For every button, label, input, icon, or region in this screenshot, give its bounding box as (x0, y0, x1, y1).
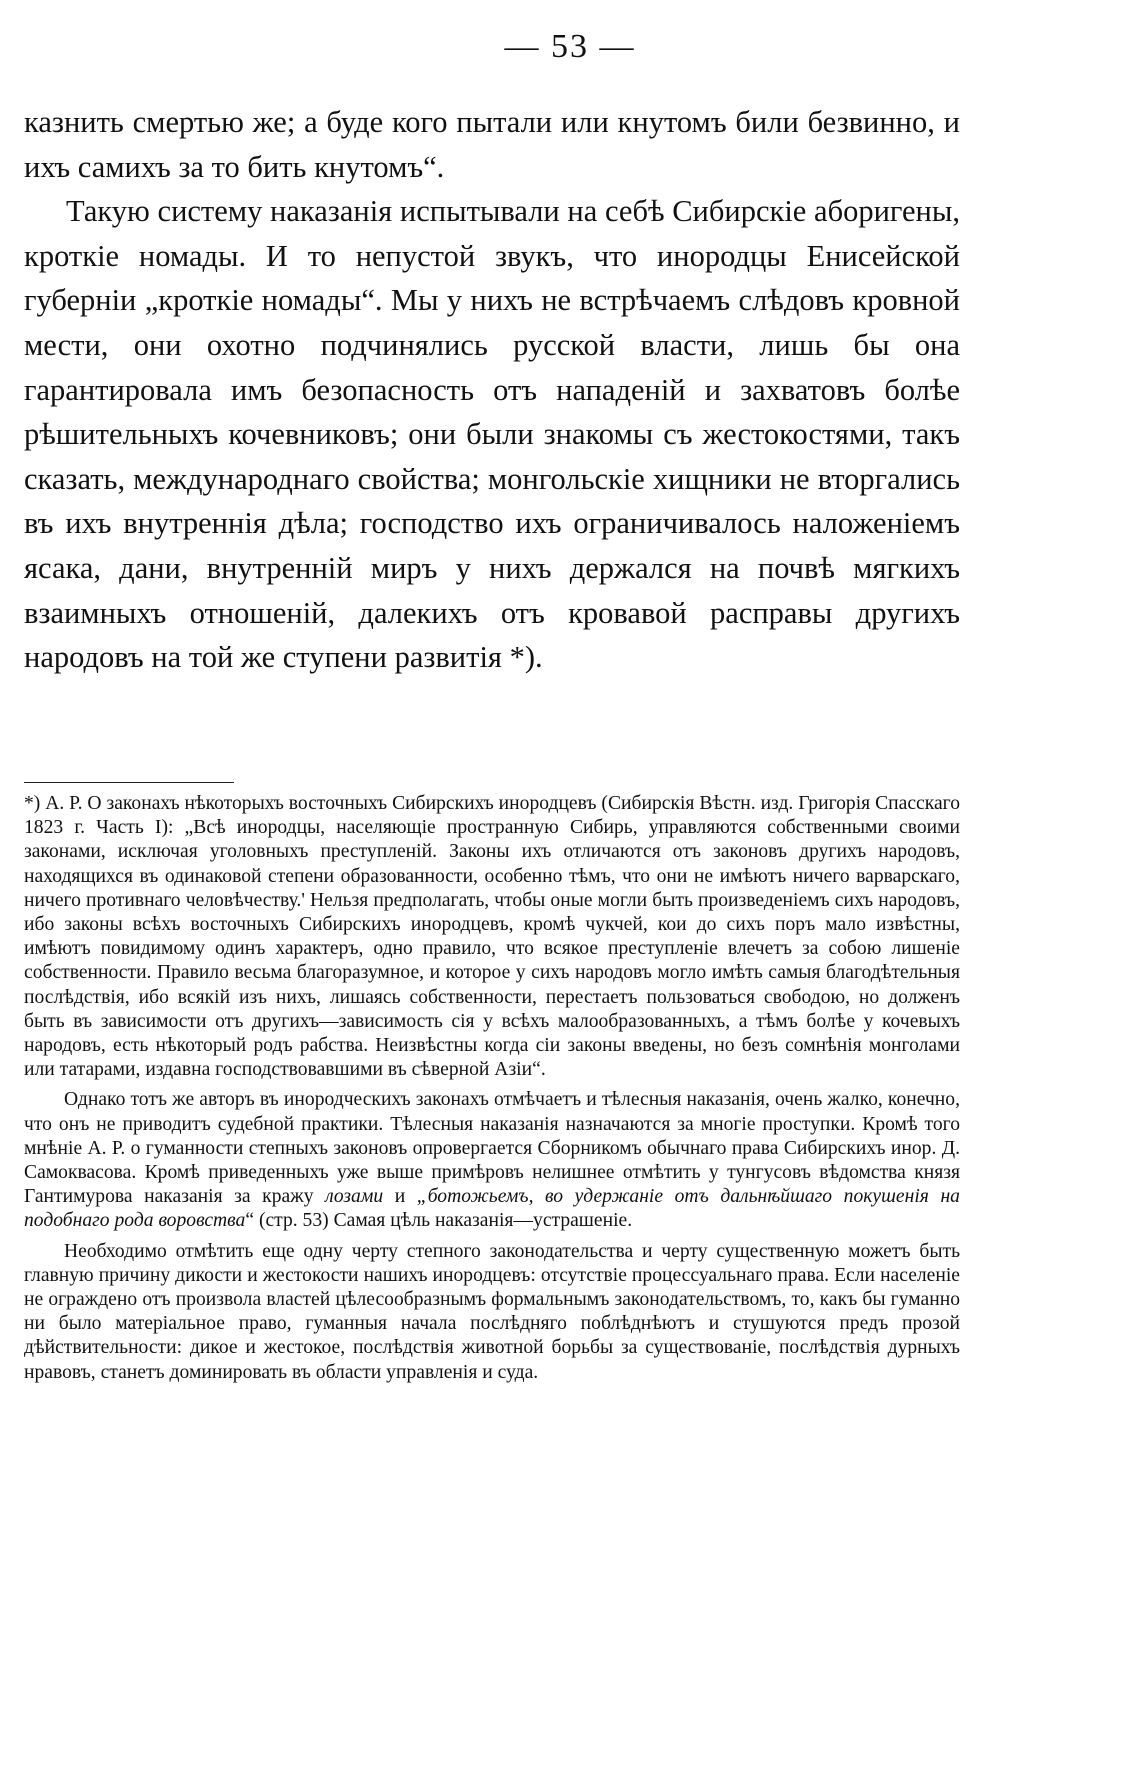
footnotes (24, 792, 960, 1391)
footnote-2-text-end: “ (стр. 53) Самая цѣль наказанія—устрашеніе. (245, 1210, 633, 1232)
footnote-2-italic-1: лозами (325, 1186, 384, 1208)
page-number: — 53 — (504, 28, 636, 65)
footnote-2-text: Однако тотъ же авторъ въ инородческихъ законахъ отмѣчаетъ и тѣлесныя наказанія, очень жалко, конечно, что онъ не приводитъ судебной практики. Тѣлесныя наказанія назначаются за многіе проступки. Кромѣ того мнѣніе А. Р. о гуманности степныхъ законовъ опровергается Сборникомъ обычнаго права Сибирскихъ инор. Д. Самоквасова. Кромѣ приведенныхъ уже выше примѣровъ нелишнее отмѣтить у тунгусовъ вѣдомства князя Гантимурова наказанія за кражу (24, 1089, 960, 1208)
footnote-2-text-mid: и (383, 1186, 417, 1208)
paragraph-1: казнить смертью же; а буде кого пытали или кнутомъ били безвинно, и ихъ самихъ за то бить кнутомъ“. (24, 105, 960, 184)
footnote-separator (24, 782, 234, 783)
main-text (24, 100, 960, 680)
paragraph-2: Такую систему наказанія испытывали на себѣ Сибирскіе аборигены, кроткіе номады. И то непустой звукъ, что инородцы Енисейской губерніи „кроткіе номады“. Мы у нихъ не встрѣчаемъ слѣдовъ кровной мести, они охотно подчинялись русской власти, лишь бы она гарантировала имъ безопасность отъ нападеній и захватовъ болѣе рѣшительныхъ кочевниковъ; они были знакомы съ жестокостями, такъ сказать, международнаго свойства; монгольскіе хищники не вторгались въ ихъ внутреннія дѣла; господство ихъ ограничивалось наложеніемъ ясака, дани, внутренній миръ у нихъ держался на почвѣ мягкихъ взаимныхъ отношеній, далекихъ отъ кровавой расправы другихъ народовъ на той же ступени развитія *). (24, 194, 960, 675)
footnote-1: *) А. Р. О законахъ нѣкоторыхъ восточныхъ Сибирскихъ инородцевъ (Сибирскія Вѣстн. изд. Григорія Спасскаго 1823 г. Часть I): „Всѣ инородцы, населяющіе пространную Сибирь, управляются собственными своими законами, исключая уголовныхъ преступленій. Законы ихъ отличаются отъ законовъ другихъ народовъ, находящихся въ одинаковой степени образованности, особенно тѣмъ, что они не имѣютъ ничего варварскаго, ничего противнаго человѣчеству.' Нельзя предполагать, чтобы оные могли быть произведеніемъ сихъ народовъ, ибо законы всѣхъ восточныхъ Сибирскихъ инородцевъ, кромѣ чукчей, кои до сихъ поръ мало извѣстны, имѣютъ повидимому одинъ характеръ, одно правило, что всякое преступленіе влечетъ за собою лишеніе собственности. Правило весьма благоразумное, и которое у сихъ народовъ могло имѣть самыя благодѣтельныя послѣдствія, ибо всякій изъ нихъ, лишаясь собственности, перестаетъ пользоваться свободою, но долженъ быть въ зависимости отъ другихъ—зависимость сія у всѣхъ малообразованныхъ, а тѣмъ болѣе у кочевыхъ народовъ, есть нѣкоторый родъ рабства. Неизвѣстны когда сіи законы введены, но безъ сомнѣнія монголами или татарами, издавна господствовавшими въ сѣверной Азіи“. (24, 793, 960, 1081)
footnote-2-italic-2: „ботожьемъ, во удержаніе отъ дальнѣйшаго покушенія на подобнаго рода воровства (24, 1186, 960, 1232)
footnote-3: Необходимо отмѣтить еще одну черту степного законодательства и черту существенную можетъ быть главную причину дикости и жестокости нашихъ инородцевъ: отсутствіе процессуальнаго права. Если населеніе не ограждено отъ произвола властей цѣлесообразнымъ формальнымъ законодательствомъ, то, какъ бы гуманно ни было матеріальное право, гуманныя начала послѣдняго поблѣднѣютъ и стушуются предъ прозой дѣйствительности: дикое и жестокое, послѣдствія животной борьбы за существованіе, послѣдствія дурныхъ нравовъ, станетъ доминировать въ области управленія и суда. (24, 1240, 960, 1383)
footnote-2 (24, 1088, 960, 1233)
